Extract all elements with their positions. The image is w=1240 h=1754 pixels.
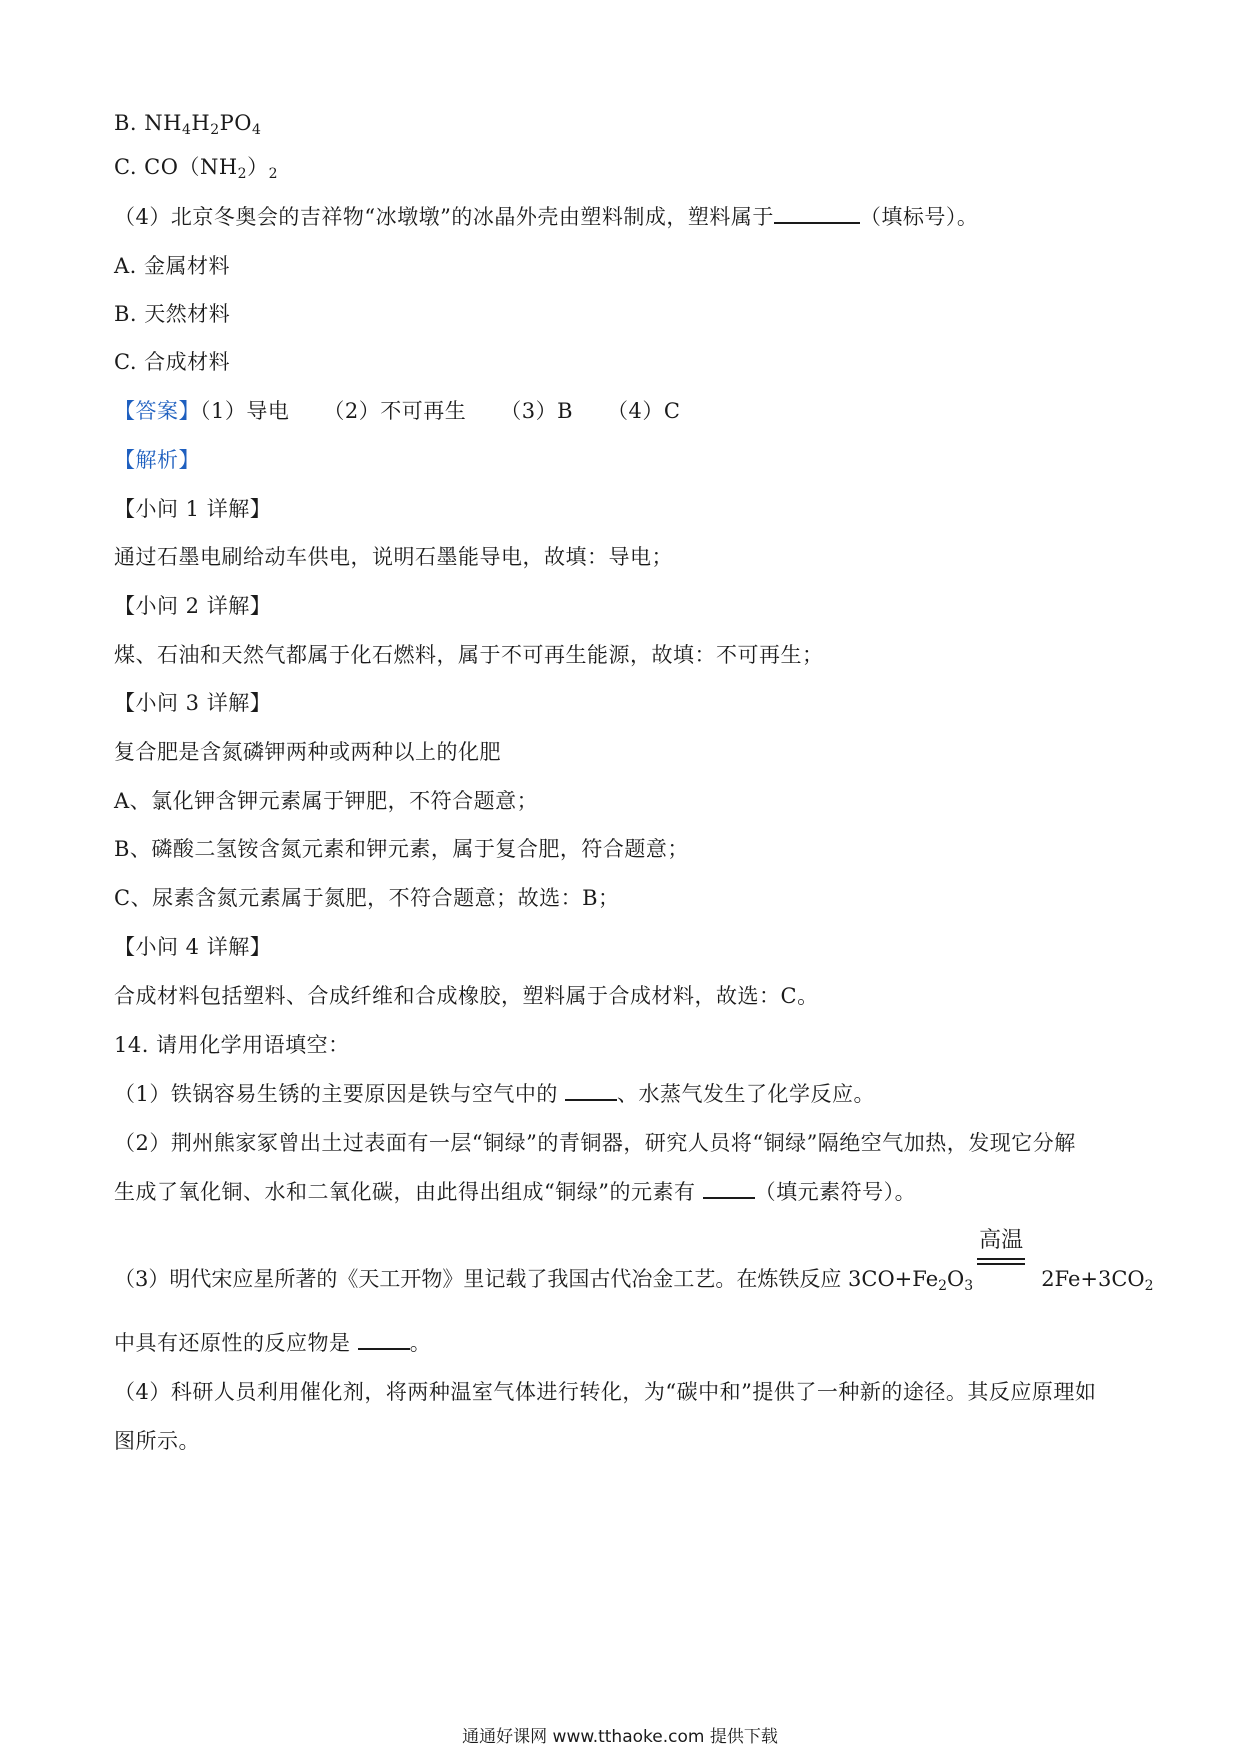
answer-tag: 【答案】: [114, 399, 200, 423]
answer-2: （2）不可再生: [323, 399, 467, 423]
question-text: 、水蒸气发生了化学反应。: [617, 1082, 876, 1106]
analysis-tag: 【解析】: [114, 448, 200, 472]
subquestion-2-detail: 煤、石油和天然气都属于化石燃料，属于不可再生能源，故填：不可再生；: [114, 643, 824, 667]
reaction-condition-label: 高温: [979, 1228, 1024, 1253]
equals-bar: [977, 1258, 1025, 1260]
equals-bar: [977, 1263, 1025, 1265]
subscript: 2: [237, 166, 248, 182]
formula-text: C. CO（NH: [114, 155, 238, 179]
formula-text: O: [947, 1267, 965, 1291]
subscript: 2: [938, 1278, 948, 1294]
subscript: 4: [181, 122, 192, 138]
formula-text: B. NH: [114, 111, 182, 135]
formula-text: H: [191, 111, 211, 135]
question-14-part-4: （4）科研人员利用催化剂，将两种温室气体进行转化，为“碳中和”提供了一种新的途径。其反应原理如: [114, 1380, 1097, 1404]
option-c: C. 合成材料: [114, 350, 231, 374]
formula-text: PO: [219, 111, 253, 135]
question-14-part-1: [114, 1079, 875, 1109]
subquestion-3-heading: 【小问 3 详解】: [114, 691, 272, 715]
subquestion-2-heading: 【小问 2 详解】: [114, 594, 272, 618]
subscript: 4: [252, 122, 262, 138]
question-text: （填标号）。: [859, 205, 979, 229]
option-a: A. 金属材料: [114, 254, 231, 278]
formula-text: 2Fe+3CO: [1041, 1267, 1145, 1291]
subquestion-3-detail: 复合肥是含氮磷钾两种或两种以上的化肥: [114, 740, 501, 764]
answer-line: [114, 396, 680, 426]
footer-watermark: 通通好课网 www.tthaoke.com 提供下载: [462, 1727, 778, 1747]
subquestion-1-heading: 【小问 1 详解】: [114, 497, 272, 521]
subscript: 2: [210, 122, 220, 138]
answer-4: （4）C: [607, 399, 681, 423]
subquestion-3-option-b: B、磷酸二氢铵含氮元素和钾元素，属于复合肥，符合题意；: [114, 837, 689, 861]
answer-blank: [565, 1079, 617, 1101]
option-c-formula: [114, 152, 278, 182]
subscript: 2: [1144, 1278, 1154, 1294]
question-4-text: [114, 202, 978, 232]
question-14-title: 14. 请用化学用语填空：: [114, 1033, 350, 1057]
question-text: （填元素符号）。: [754, 1180, 917, 1204]
subquestion-4-detail: 合成材料包括塑料、合成纤维和合成橡胶，塑料属于合成材料，故选：C。: [114, 984, 819, 1008]
subscript: 3: [964, 1278, 974, 1294]
answer-blank: [703, 1177, 755, 1199]
question-14-part-3: [114, 1228, 1154, 1294]
question-text: （4）北京冬奥会的吉祥物“冰墩墩”的冰晶外壳由塑料制成，塑料属于: [114, 205, 774, 229]
answer-3: （3）B: [500, 399, 574, 423]
subquestion-3-option-c: C、尿素含氮元素属于氮肥，不符合题意；故选：B；: [114, 886, 620, 910]
subquestion-4-heading: 【小问 4 详解】: [114, 935, 272, 959]
answer-blank: [774, 202, 860, 224]
question-text: （3）明代宋应星所著的《天工开物》里记载了我国古代冶金工艺。在炼铁反应 3CO+Fe: [114, 1267, 939, 1291]
subscript: 2: [268, 166, 278, 182]
question-14-part-2: （2）荆州熊家冢曾出土过表面有一层“铜绿”的青铜器，研究人员将“铜绿”隔绝空气加热，发现它分解: [114, 1131, 1076, 1155]
reaction-condition: [975, 1228, 1027, 1286]
subquestion-3-option-a: A、氯化钾含钾元素属于钾肥，不符合题意；: [114, 789, 539, 813]
question-14-part-4-cont: 图所示。: [114, 1429, 200, 1453]
question-text: （1）铁锅容易生锈的主要原因是铁与空气中的: [114, 1082, 566, 1106]
question-14-part-2-cont: [114, 1177, 916, 1207]
question-14-part-3-cont: [114, 1328, 431, 1358]
question-text: 生成了氧化铜、水和二氧化碳，由此得出组成“铜绿”的元素有: [114, 1180, 703, 1204]
formula-text: ）: [247, 155, 269, 179]
question-text: 中具有还原性的反应物是: [114, 1331, 358, 1355]
question-text: 。: [409, 1331, 432, 1355]
answer-1: （1）导电: [200, 399, 290, 423]
subquestion-1-detail: 通过石墨电刷给动车供电，说明石墨能导电，故填：导电；: [114, 545, 673, 569]
option-b: B. 天然材料: [114, 302, 231, 326]
option-b-formula: [114, 108, 261, 138]
answer-blank: [358, 1328, 410, 1350]
